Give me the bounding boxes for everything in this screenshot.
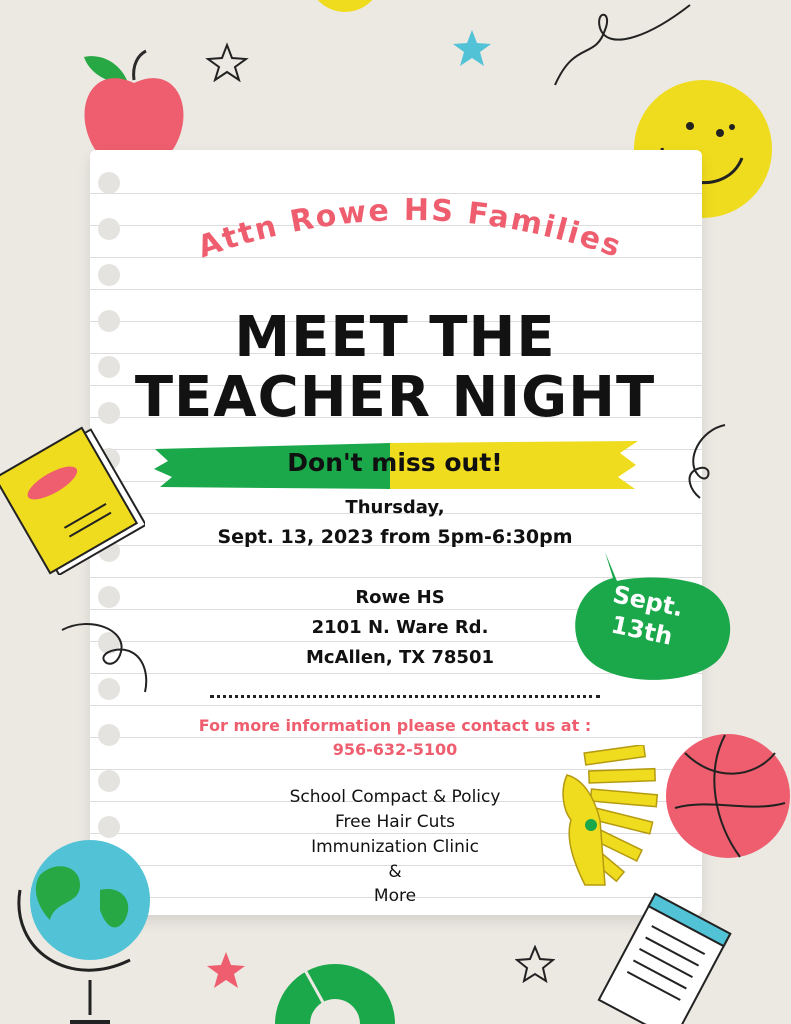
binder-hole (98, 264, 120, 286)
feature-item: School Compact & Policy (289, 787, 501, 807)
globe-icon (10, 830, 170, 1024)
phone-number: 956-632-5100 (332, 740, 458, 759)
dotted-divider (210, 695, 600, 698)
basketball-icon (665, 733, 791, 859)
address-line-1: Rowe HS (355, 587, 445, 608)
star-red-icon (205, 950, 247, 990)
svg-text:Attn Rowe HS Families (193, 193, 626, 265)
feature-item: Free Hair Cuts (335, 812, 455, 832)
address-line-3: McAllen, TX 78501 (305, 647, 495, 668)
contact-text: For more information please contact us at : (198, 716, 592, 735)
clipboard-icon (580, 890, 740, 1024)
star-outline-icon (205, 42, 249, 82)
banner-text: Don't miss out! (287, 448, 503, 477)
title-line-2: TEACHER NIGHT (134, 365, 656, 430)
squiggle-icon (60, 620, 155, 695)
binder-hole (98, 724, 120, 746)
event-datetime: Sept. 13, 2023 from 5pm-6:30pm (217, 526, 573, 548)
protractor-icon (265, 945, 405, 1024)
feature-item: More (373, 886, 417, 906)
binder-hole (98, 770, 120, 792)
mascot-logo-icon (555, 745, 660, 890)
header-arc (190, 180, 630, 270)
feature-item: & (388, 862, 402, 882)
event-day: Thursday, (345, 497, 445, 518)
book-icon (0, 420, 145, 575)
star-outline-small-icon (515, 945, 555, 983)
address-line-2: 2101 N. Ware Rd. (311, 617, 489, 638)
header-text: Attn Rowe HS Families (193, 192, 627, 266)
binder-hole (98, 172, 120, 194)
bubble-line-2: 13th (608, 610, 676, 651)
star-blue-icon (450, 28, 494, 70)
bubble-line-1: Sept. (610, 580, 686, 623)
feature-item: Immunization Clinic (311, 837, 479, 857)
title-line-1: MEET THE (234, 305, 556, 370)
yellow-circle-top (300, 0, 390, 30)
binder-hole (98, 586, 120, 608)
squiggle-right-icon (680, 420, 730, 500)
binder-hole (98, 218, 120, 240)
squiggle-line-icon (545, 0, 695, 90)
